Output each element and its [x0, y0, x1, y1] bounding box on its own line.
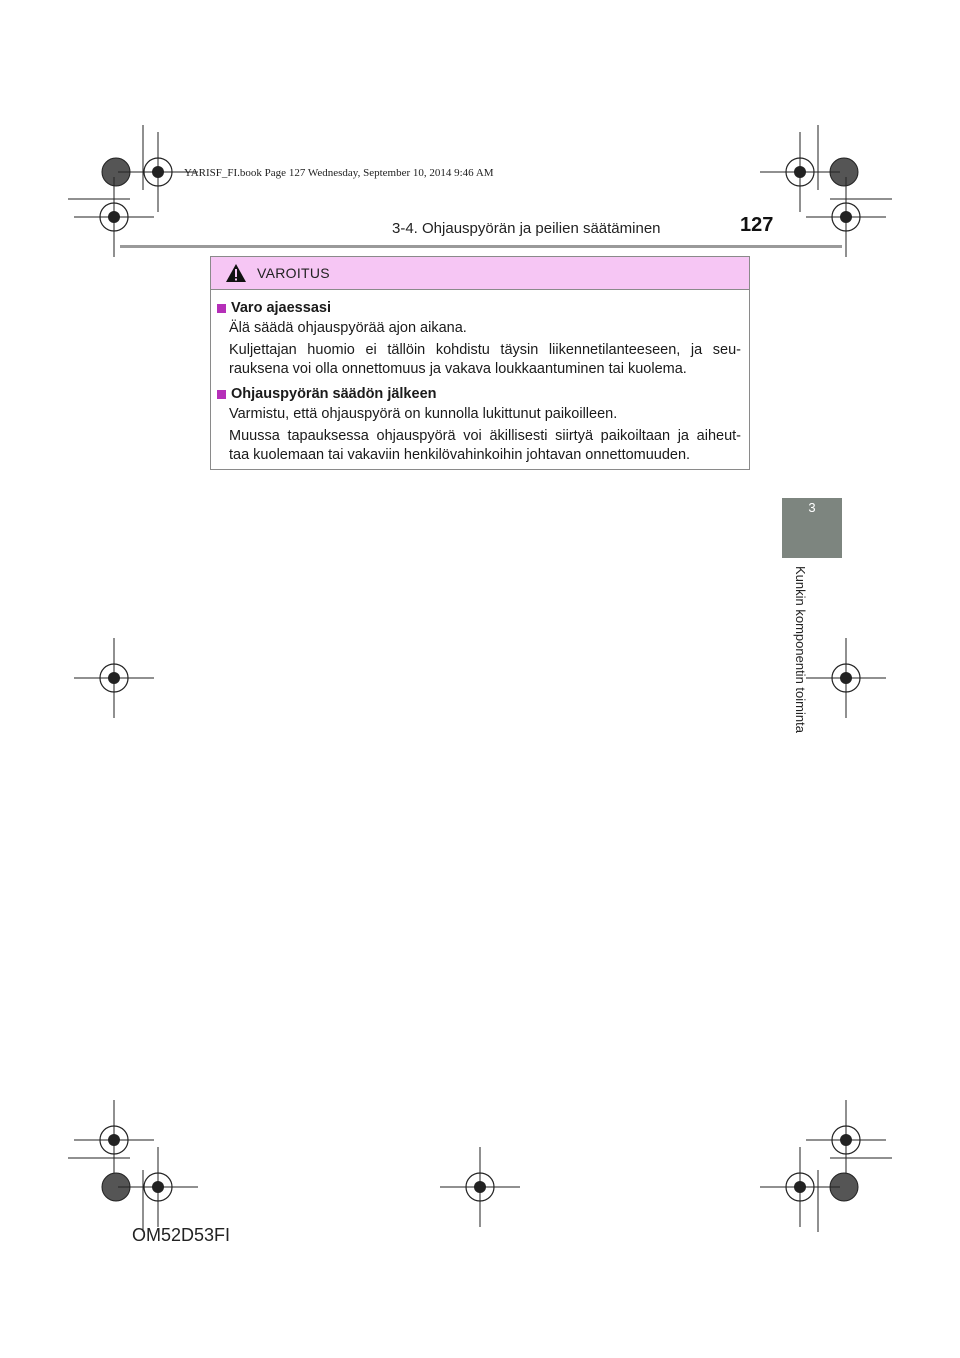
book-info-line: YARISF_FI.book Page 127 Wednesday, September 10, 2014 9:46 AM [184, 167, 494, 179]
warning-header [211, 257, 749, 290]
warning-body [211, 290, 749, 465]
warning-box [210, 256, 750, 470]
item-text-line: Kuljettajan huomio ei tällöin kohdistu täysin liikennetilanteeseen, ja seu- [229, 342, 741, 358]
item-text-line: Muussa tapauksessa ohjauspyörä voi äkillisesti siirtyä paikoiltaan ja aiheut- [229, 428, 741, 444]
item-text-line: Älä säädä ohjauspyörää ajon aikana. [229, 320, 467, 336]
item-heading-text: Varo ajaessasi [231, 300, 331, 316]
square-bullet-icon [217, 304, 226, 313]
item-heading-text: Ohjauspyörän säädön jälkeen [231, 386, 437, 402]
item-heading-drive [217, 300, 741, 316]
item-text-line: taa kuolemaan tai vakaviin henkilövahinkoihin johtavan onnettomuuden. [229, 447, 691, 463]
item-text-line: rauksena voi olla onnettomuus ja vakava loukkaantuminen tai kuolema. [229, 361, 687, 377]
chapter-number: 3 [808, 500, 816, 515]
section-title: 3-4. Ohjauspyörän ja peilien säätäminen [392, 220, 661, 237]
document-code: OM52D53FI [132, 1225, 231, 1245]
chapter-tab [782, 498, 842, 558]
warning-triangle-icon [225, 263, 247, 283]
chapter-title-vertical: Kunkin komponentin toiminta [793, 566, 808, 733]
square-bullet-icon [217, 390, 226, 399]
item-text-line: Varmistu, että ohjauspyörä on kunnolla lukittunut paikoilleen. [229, 406, 618, 422]
header-rule [120, 245, 842, 248]
page-number: 127 [740, 214, 774, 236]
warning-label: VAROITUS [257, 265, 330, 281]
item-heading-after-adjust [217, 386, 741, 402]
